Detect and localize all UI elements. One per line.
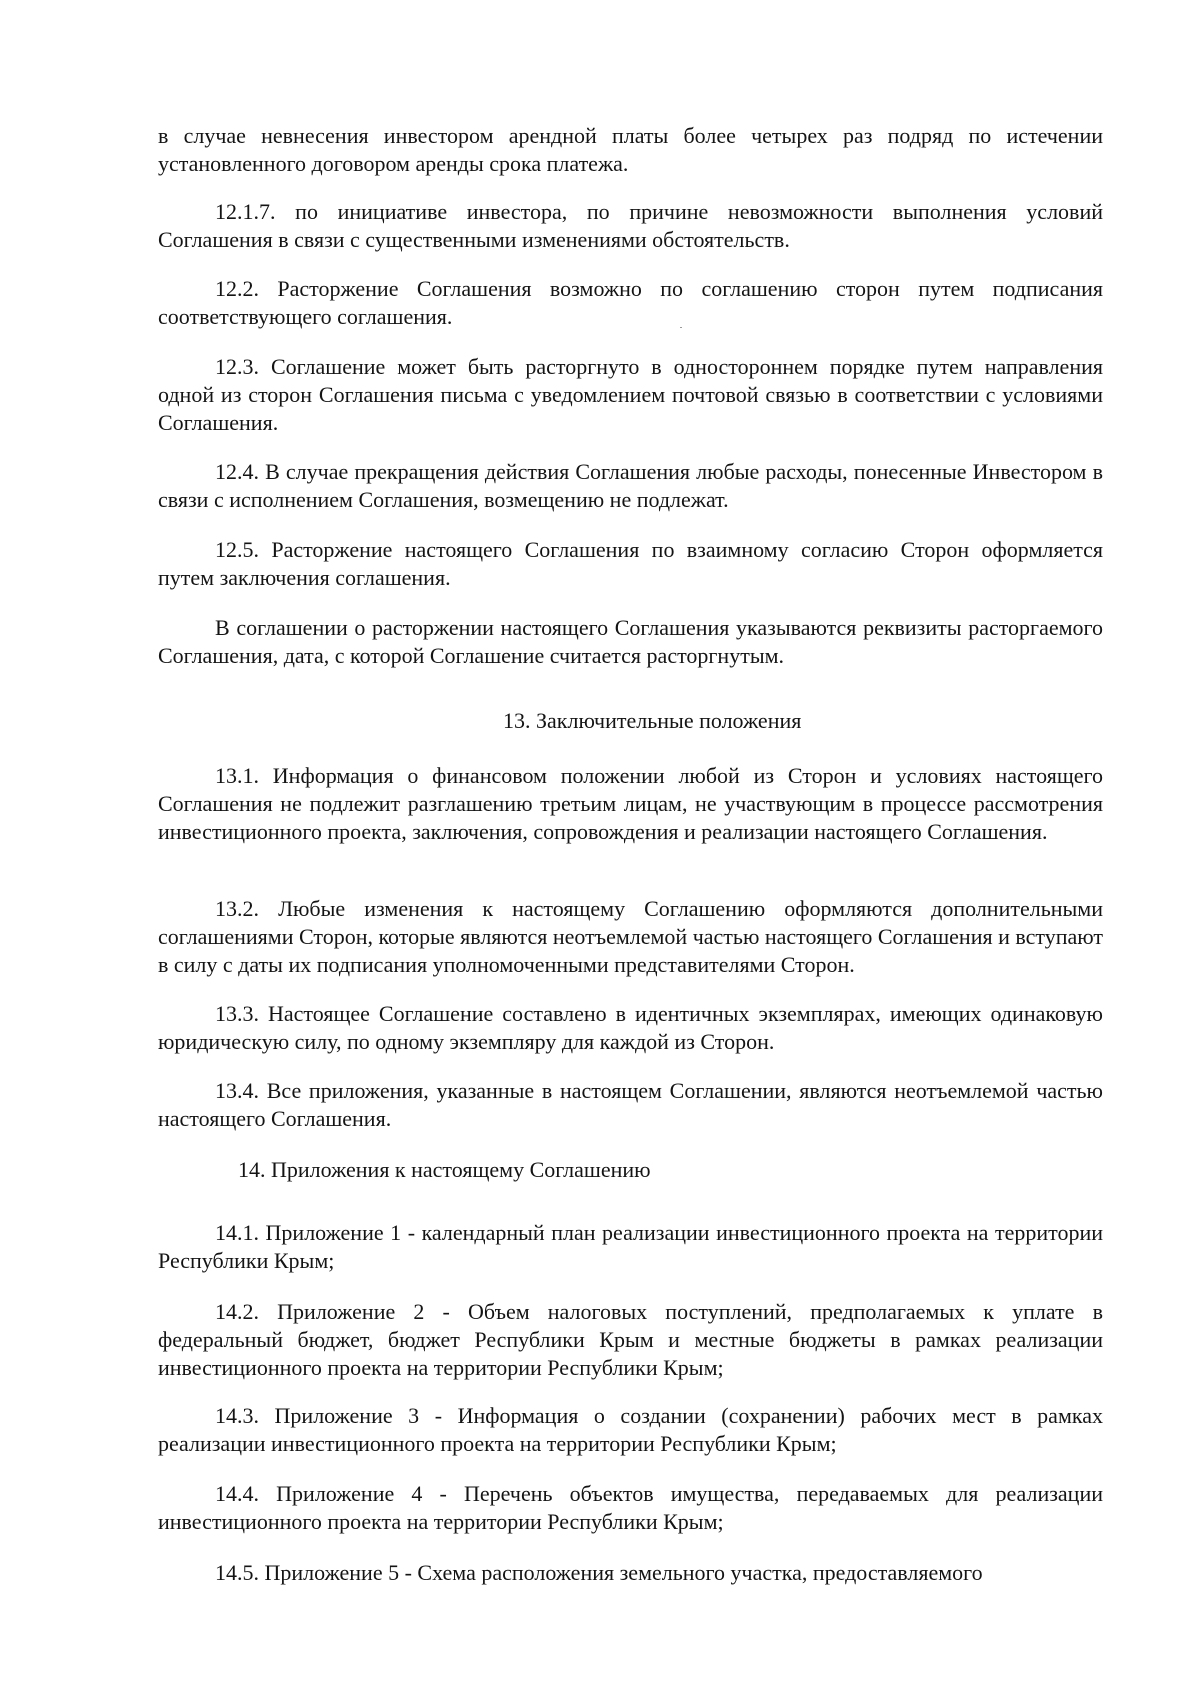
section-heading-14: 14. Приложения к настоящему Соглашению: [238, 1157, 651, 1182]
paragraph-text: 13.1. Информация о финансовом положении любой из Сторон и условиях настоящего Соглашения не подлежит разглашению третьим лицам, не участвующим в процессе рассмотрения инвестиционного проекта, заключения, сопровождения и реализации настоящего Соглашения.: [158, 763, 1103, 844]
paragraph-text: 12.4. В случае прекращения действия Соглашения любые расходы, понесенные Инвестором в связи с исполнением Соглашения, возмещению не подлежат.: [158, 459, 1103, 512]
paragraph-text: 12.2. Расторжение Соглашения возможно по соглашению сторон путем подписания соответствующего соглашения.: [158, 276, 1103, 329]
paragraph-text: 14.3. Приложение 3 - Информация о создании (сохранении) рабочих мест в рамках реализации инвестиционного проекта на территории Республики Крым;: [158, 1403, 1103, 1456]
paragraph-13-1: [158, 762, 1103, 846]
paragraph-text: 13.4. Все приложения, указанные в настоящем Соглашении, являются неотъемлемой частью настоящего Соглашения.: [158, 1078, 1103, 1131]
paragraph-text: В соглашении о расторжении настоящего Соглашения указываются реквизиты расторгаемого Соглашения, дата, с которой Соглашение считается расторгнутым.: [158, 615, 1103, 668]
paragraph-13-2: [158, 895, 1103, 979]
paragraph-text: 14.1. Приложение 1 - календарный план реализации инвестиционного проекта на территории Республики Крым;: [158, 1220, 1103, 1273]
paragraph-text: 13.3. Настоящее Соглашение составлено в идентичных экземплярах, имеющих одинаковую юридическую силу, по одному экземпляру для каждой из Сторон.: [158, 1001, 1103, 1054]
paragraph-14-1: [158, 1219, 1103, 1275]
paragraph-12-5: [158, 536, 1103, 592]
paragraph-12-1-7: [158, 198, 1103, 254]
paragraph-13-3: [158, 1000, 1103, 1056]
paragraph-14-5: [158, 1559, 1103, 1587]
paragraph-13-4: [158, 1077, 1103, 1133]
paragraph-text: 12.5. Расторжение настоящего Соглашения по взаимному согласию Сторон оформляется путем заключения соглашения.: [158, 537, 1103, 590]
paragraph-12-2: [158, 275, 1103, 331]
paragraph-text: 14.2. Приложение 2 - Объем налоговых поступлений, предполагаемых к уплате в федеральный бюджет, бюджет Республики Крым и местные бюджеты в рамках реализации инвестиционного проекта на территории Республики Крым;: [158, 1299, 1103, 1380]
paragraph-text: 12.1.7. по инициативе инвестора, по причине невозможности выполнения условий Соглашения в связи с существенными изменениями обстоятельств.: [158, 199, 1103, 252]
paragraph-12-4: [158, 458, 1103, 514]
section-heading-13: 13. Заключительные положения: [503, 708, 802, 733]
paragraph-text: в случае невнесения инвестором арендной платы более четырех раз подряд по истечении установленного договором аренды срока платежа.: [158, 123, 1103, 176]
paragraph-text: 12.3. Соглашение может быть расторгнуто в одностороннем порядке путем направления одной из сторон Соглашения письма с уведомлением почтовой связью в соответствии с условиями Соглашения.: [158, 354, 1103, 435]
paragraph-text: 14.5. Приложение 5 - Схема расположения земельного участка, предоставляемого: [215, 1560, 983, 1585]
paragraph-14-2: [158, 1298, 1103, 1382]
paragraph-12-1-6-continuation: [158, 122, 1103, 178]
paragraph-14-3: [158, 1402, 1103, 1458]
paragraph-text: 13.2. Любые изменения к настоящему Соглашению оформляются дополнительными соглашениями Сторон, которые являются неотъемлемой частью настоящего Соглашения и вступают в силу с даты их подписания уполномоченными представителями Сторон.: [158, 896, 1104, 977]
paragraph-14-4: [158, 1480, 1103, 1536]
paragraph-termination-details: [158, 614, 1103, 670]
scan-artifact: [680, 327, 682, 328]
paragraph-12-3: [158, 353, 1103, 437]
paragraph-text: 14.4. Приложение 4 - Перечень объектов имущества, передаваемых для реализации инвестиционного проекта на территории Республики Крым;: [158, 1481, 1103, 1534]
